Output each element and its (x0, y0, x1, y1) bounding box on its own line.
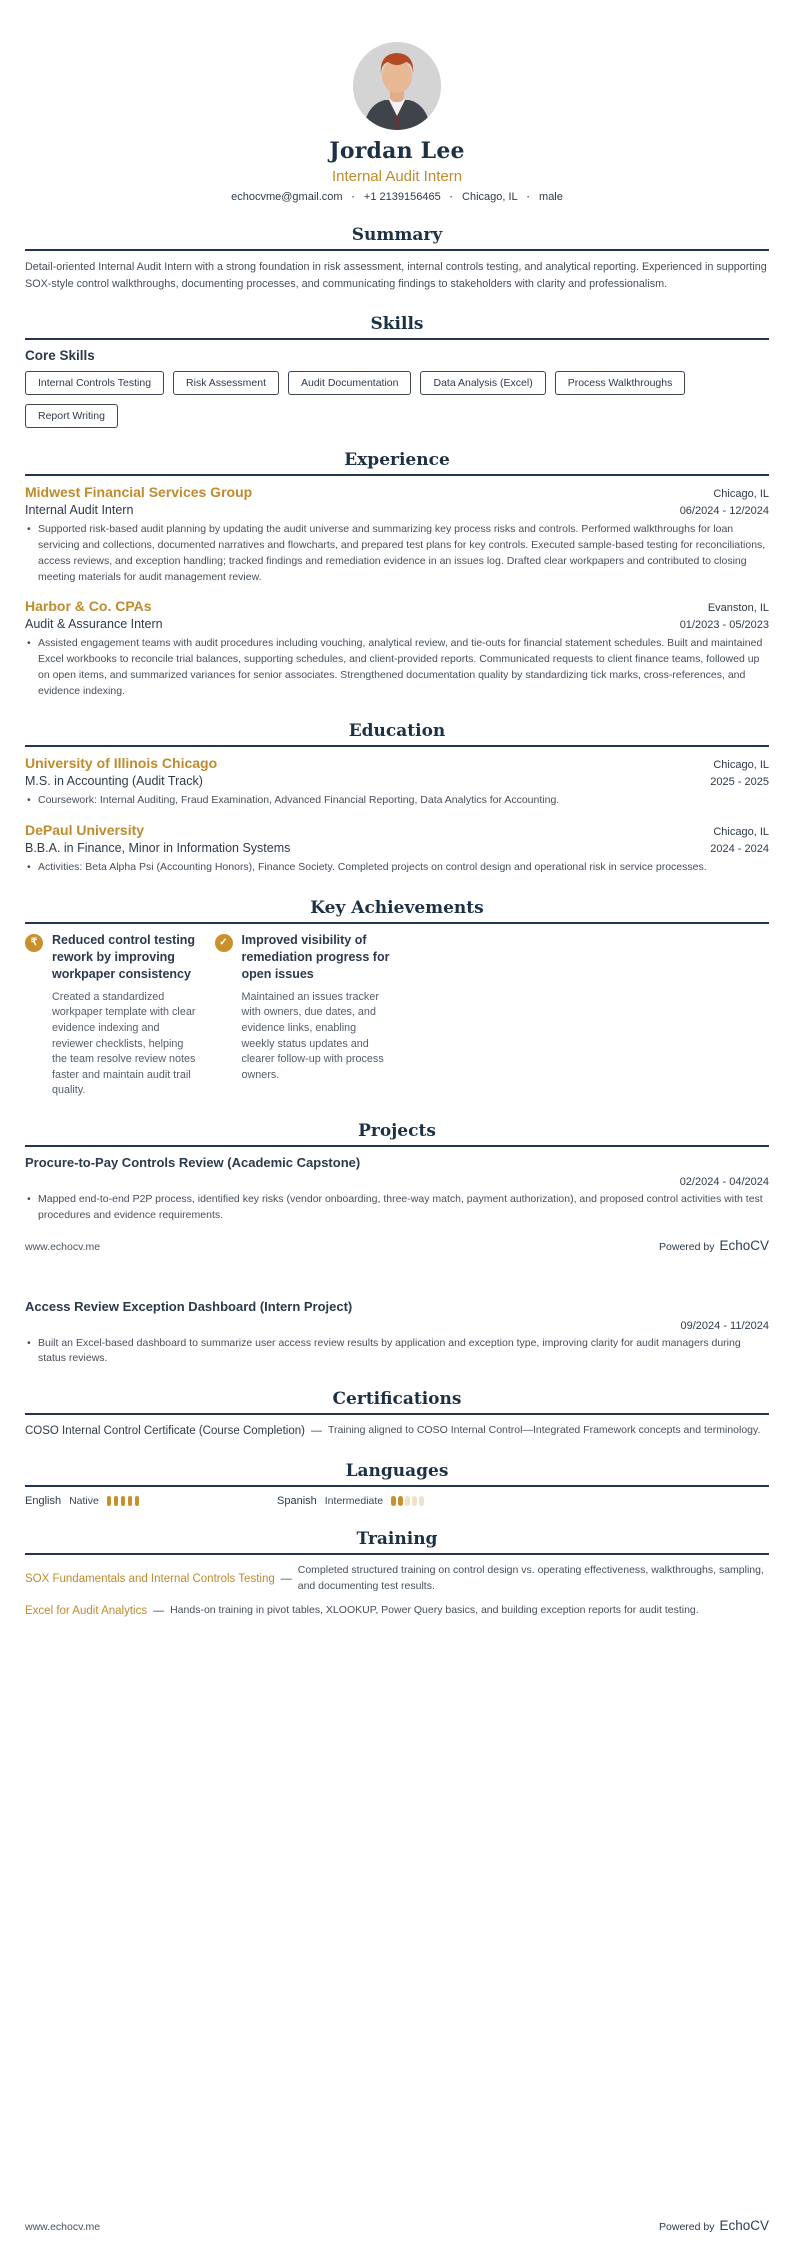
experience-entry (25, 598, 769, 699)
proficiency-dot-empty (419, 1496, 424, 1506)
contact-gender: male (539, 191, 563, 203)
degree: M.S. in Accounting (Audit Track) (25, 774, 203, 789)
achievements-grid (25, 932, 769, 1099)
degree: B.B.A. in Finance, Minor in Information Systems (25, 841, 291, 856)
education-entry (25, 755, 769, 809)
proficiency-dot-filled (107, 1496, 112, 1506)
languages-row (25, 1495, 769, 1507)
footer-url[interactable]: www.echocv.me (25, 1240, 101, 1253)
section-title-languages: Languages (345, 1460, 449, 1481)
resume-header (25, 0, 769, 203)
check-icon: ✓ (215, 934, 233, 952)
proficiency-dot-empty (405, 1496, 410, 1506)
skill-tag: Process Walkthroughs (555, 371, 686, 395)
company-name: Harbor & Co. CPAs (25, 598, 152, 615)
project-dates: 02/2024 - 04/2024 (679, 1176, 769, 1189)
contact-separator: · (351, 191, 355, 203)
skills-section-heading (25, 314, 769, 340)
job-dates: 01/2023 - 05/2023 (679, 619, 769, 632)
section-title-achievements: Key Achievements (310, 897, 484, 918)
candidate-title: Internal Audit Intern (331, 168, 463, 185)
dash-separator: — (153, 1605, 165, 1618)
project-dates: 09/2024 - 11/2024 (680, 1319, 769, 1332)
project-entry (25, 1155, 769, 1224)
language-name: Spanish (277, 1494, 317, 1507)
achievements-section-heading (25, 898, 769, 924)
skill-tag: Internal Controls Testing (25, 371, 164, 395)
school-name: University of Illinois Chicago (25, 755, 218, 772)
school-location: Chicago, IL (713, 759, 769, 772)
certification-description: Training aligned to COSO Internal Control—Integrated Framework concepts and terminology. (327, 1424, 761, 1437)
certifications-section-heading (25, 1389, 769, 1415)
training-description: Completed structured training on control design vs. operating effectiveness, walkthroughs, sampling, and documenting test results. (297, 1563, 764, 1592)
company-location: Chicago, IL (713, 488, 769, 501)
footer-url[interactable]: www.echocv.me (25, 2221, 101, 2233)
project-name: Procure-to-Pay Controls Review (Academic Capstone) (25, 1155, 361, 1171)
section-title-experience: Experience (344, 450, 450, 471)
achievement-item (25, 932, 201, 1099)
skill-tag: Risk Assessment (173, 371, 279, 395)
job-role: Internal Audit Intern (25, 503, 134, 518)
proficiency-dot-filled (391, 1496, 396, 1506)
language-proficiency-dots (107, 1496, 140, 1506)
proficiency-dot-filled (114, 1496, 119, 1506)
language-name: English (25, 1494, 62, 1507)
language-level: Native (69, 1494, 99, 1507)
page-footer (25, 2218, 769, 2233)
dash-separator: — (280, 1572, 292, 1585)
powered-by (659, 2218, 769, 2233)
project-bullet: • Built an Excel-based dashboard to summarize user access review results by application and exception type, improving clarity for audit managers during status reviews. (25, 1336, 769, 1368)
section-title-certifications: Certifications (332, 1389, 462, 1410)
contact-phone: +1 2139156465 (363, 191, 441, 203)
school-location: Chicago, IL (713, 826, 769, 839)
experience-entry (25, 484, 769, 585)
contact-line (25, 191, 769, 203)
job-bullet: • Assisted engagement teams with audit procedures including vouching, analytical review, and tie-outs for financial statement schedules. Built and maintained Excel workbooks to reconcile trial balances, supporting schedules, and client-provided reports. Communicated requests to client finance teams, followed up on open items, and summarized variances for senior associates. Strengthened documentation quality by standardizing tick marks, cross-references, and evidence indexing. (25, 636, 769, 699)
section-title-training: Training (356, 1528, 438, 1549)
language-item (25, 1495, 277, 1507)
project-entry (25, 1299, 769, 1368)
achievement-item (215, 932, 391, 1099)
section-title-summary: Summary (351, 225, 443, 245)
language-level: Intermediate (324, 1494, 384, 1507)
skill-tag: Audit Documentation (288, 371, 411, 395)
education-entry (25, 822, 769, 876)
education-dates: 2025 - 2025 (710, 776, 769, 789)
skill-tag: Report Writing (25, 404, 118, 428)
certification-item (25, 1423, 769, 1439)
language-proficiency-dots (391, 1496, 424, 1506)
skill-tag: Data Analysis (Excel) (420, 371, 545, 395)
experience-section-heading (25, 450, 769, 476)
languages-section-heading (25, 1461, 769, 1487)
training-name: SOX Fundamentals and Internal Controls Testing (25, 1572, 275, 1585)
proficiency-dot-filled (398, 1496, 403, 1506)
powered-by (659, 1238, 769, 1253)
project-bullet: • Mapped end-to-end P2P process, identified key risks (vendor onboarding, three-way match, payment authorization), and proposed control activities with test procedures and evidence requirements. (25, 1192, 769, 1224)
section-title-education: Education (348, 721, 446, 742)
language-item (277, 1495, 529, 1507)
education-bullet: • Activities: Beta Alpha Psi (Accounting Honors), Finance Society. Completed projects on control design and operational risk in service processes. (25, 860, 769, 876)
powered-by-prefix: Powered by (659, 2221, 715, 2233)
section-title-projects: Projects (358, 1121, 436, 1142)
contact-separator: · (449, 191, 454, 203)
rupee-icon: ₹ (25, 934, 43, 952)
summary-section-heading (25, 225, 769, 251)
job-role: Audit & Assurance Intern (25, 617, 163, 632)
candidate-name: Jordan Lee (329, 138, 465, 164)
education-bullet: • Coursework: Internal Auditing, Fraud Examination, Advanced Financial Reporting, Data Analytics for Accounting. (25, 793, 769, 809)
training-item (25, 1563, 769, 1595)
training-description: Hands-on training in pivot tables, XLOOKUP, Power Query basics, and building exception reports for audit testing. (170, 1604, 699, 1617)
job-dates: 06/2024 - 12/2024 (679, 505, 769, 518)
training-name: Excel for Audit Analytics (25, 1605, 148, 1618)
section-title-skills: Skills (370, 314, 424, 335)
project-name: Access Review Exception Dashboard (Intern Project) (25, 1298, 353, 1314)
echocv-brand[interactable]: EchoCV (719, 2218, 769, 2233)
portrait-illustration (353, 42, 441, 130)
page-footer (25, 1238, 769, 1253)
achievement-body: Created a standardized workpaper template with clear evidence indexing and reviewer checklists, helping the team resolve review notes faster and maintain audit trail quality. (52, 990, 196, 1097)
company-name: Midwest Financial Services Group (25, 484, 253, 501)
contact-location: Chicago, IL (462, 191, 518, 203)
education-dates: 2024 - 2024 (710, 843, 769, 856)
contact-separator: · (526, 191, 531, 203)
contact-email[interactable]: echocvme@gmail.com (231, 191, 343, 203)
proficiency-dot-filled (135, 1496, 140, 1506)
training-section-heading (25, 1529, 769, 1555)
company-location: Evanston, IL (707, 602, 769, 615)
profile-photo (353, 42, 441, 130)
job-bullet: • Supported risk-based audit planning by updating the audit universe and summarizing key process risks and controls. Performed walkthroughs for loan servicing and collections, documented narratives and flowcharts, and prepared test plans for key controls. Executed sample-based testing for reconciliations, access reviews, and exception handling; tracked findings and remediation evidence in an issues log. Drafted clear workpapers and contributed to closing meeting materials for audit management review. (25, 522, 769, 585)
school-name: DePaul University (25, 822, 145, 839)
achievement-title: Reduced control testing rework by improving workpaper consistency (52, 932, 196, 981)
dash-separator: — (310, 1424, 322, 1437)
proficiency-dot-filled (121, 1496, 126, 1506)
powered-by-prefix: Powered by (659, 1240, 715, 1253)
skill-tag-list (25, 371, 769, 428)
training-item (25, 1603, 769, 1619)
summary-text: Detail-oriented Internal Audit Intern with a strong foundation in risk assessment, internal controls testing, and analytical reporting. Experienced in supporting SOX-style control walkthroughs, documenting processes, and communicating findings to stakeholders with clarity and professionalism. (25, 261, 767, 290)
proficiency-dot-filled (128, 1496, 133, 1506)
projects-section-heading (25, 1121, 769, 1147)
education-section-heading (25, 721, 769, 747)
achievement-title: Improved visibility of remediation progress for open issues (241, 932, 390, 981)
proficiency-dot-empty (412, 1496, 417, 1506)
skills-group-label: Core Skills (25, 348, 95, 364)
achievement-body: Maintained an issues tracker with owners, due dates, and evidence links, enabling weekly status updates and clearer follow-up with process owners. (241, 990, 384, 1081)
echocv-brand[interactable]: EchoCV (719, 1237, 769, 1253)
certification-name: COSO Internal Control Certificate (Course Completion) (25, 1424, 305, 1437)
